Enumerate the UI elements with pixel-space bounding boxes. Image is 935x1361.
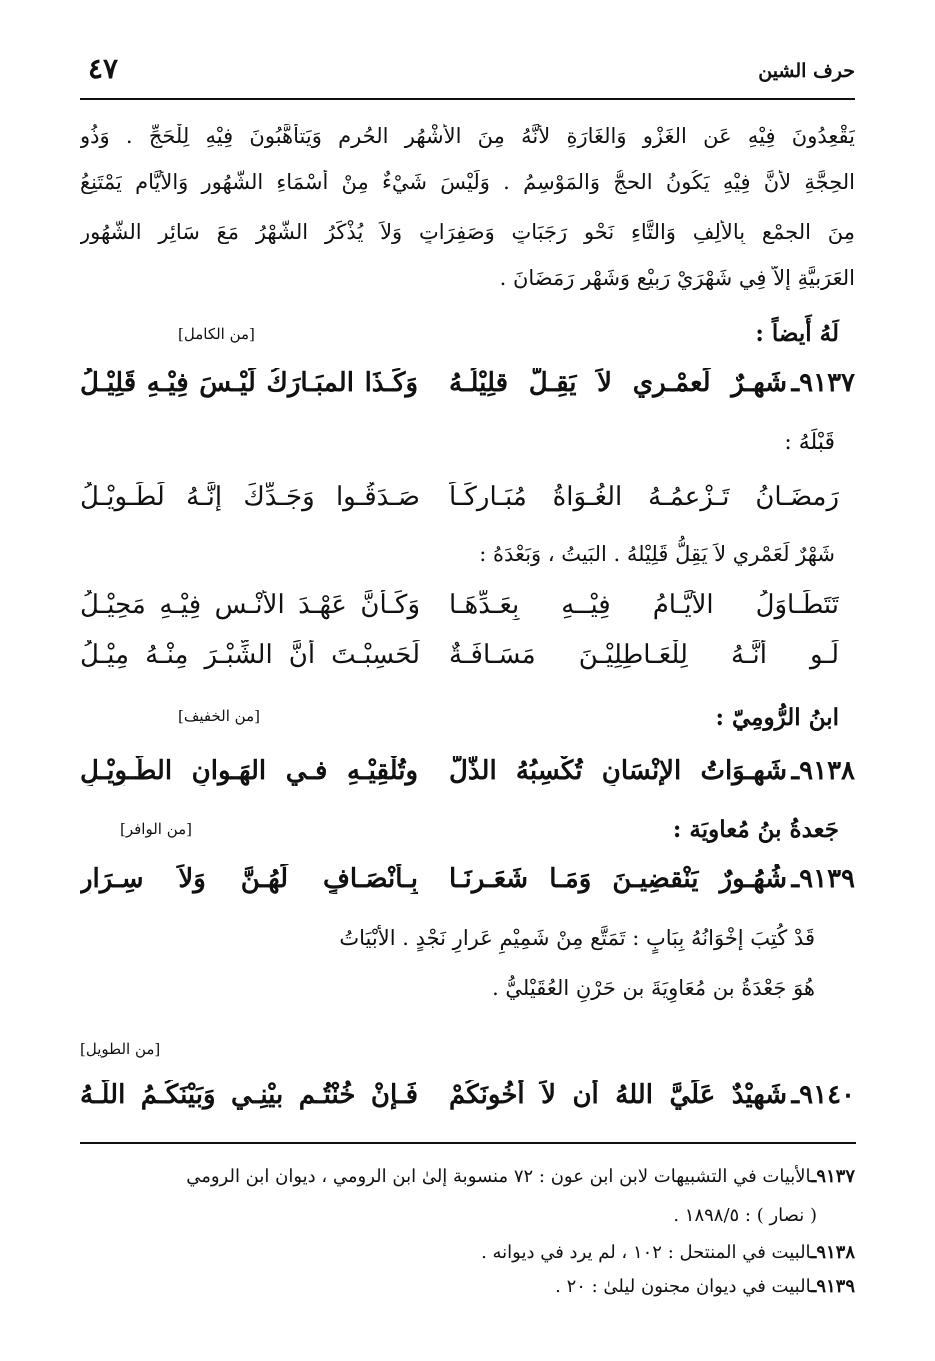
poet-heading: لَهُ أَيضاً : <box>755 320 839 347</box>
prose-line: يَقْعِدُونَ فِيْهِ عَنِ الغَزْوِ وَالغَارَةِ لأنَّهُ مِنَ الأشْهُرِ الحُرم وَيَتأهَّبُونَ فِيْهِ لِلْحَجِّ . وَذُو <box>80 124 855 148</box>
hemistich-first: شَهـوَاتُ الإنْسَانِ تُكْسِبُهُ الذُّلَّ <box>449 756 787 786</box>
hemistich-second: وتُلْقِيْـهِ فـي الهَـوانِ الطَّـوِيْـلِ <box>80 756 418 786</box>
hemistich-second: لَحَسِبْـتَ أنَّ الشِّبْـرَ مِنْـهُ مِيْـلُ <box>80 640 420 670</box>
hemistich-second: صَـدَقُـوا وَجَـدِّكَ إنَّـهُ لَطَـوِيْـلُ <box>80 482 420 512</box>
hemistich-first: تَتَطَـاوَلُ الأيَّـامُ فِيْــهِ بِعَـدِّهَـا <box>449 590 839 620</box>
verse-note: هُوَ جَعْدَةُ بن مُعَاوِيَةَ بن حَرْنِ العُقَيْليُّ . <box>492 976 815 1000</box>
footnote <box>481 1242 855 1263</box>
footnote <box>555 1276 855 1297</box>
qablahu-label: قَبْلَهُ : <box>784 430 835 455</box>
verse-number: ٩١٣٨ـ <box>791 756 855 786</box>
footnote-divider <box>80 1142 856 1144</box>
verse-number: ٩١٤٠ـ <box>791 1080 855 1110</box>
chapter-title: حرف الشين <box>758 60 855 82</box>
verse-number: ٩١٣٧ـ <box>791 368 855 398</box>
meter-label: [من الطويل] <box>80 1040 161 1058</box>
footnote-number: ٩١٣٩ـ <box>811 1276 855 1297</box>
meter-label: [من الكامل] <box>178 325 255 343</box>
poet-heading: ابنُ الرُّومِيّ : <box>715 704 839 731</box>
hemistich-first: شَهِيْدٌ عَلَيَّ اللهُ أَن لاَ أَخُونَكُمْ <box>449 1080 787 1110</box>
page-number: ٤٧ <box>88 52 119 85</box>
header-divider <box>80 98 855 100</box>
hemistich-first: رَمضَـانُ تَـزْعمُـهُ الغُـوَاةُ مُبَـارِكَـاً <box>449 482 839 512</box>
reference-line: شَهْرٌ لَعَمْري لاَ يَقِلُّ قَلِيْلهُ . البَيتُ ، وَبَعْدَهُ : <box>479 542 835 566</box>
hemistich-first: شُهُـورٌ يَنْقضِيـنَ وَمَـا شَعَـرنَـا <box>449 864 787 894</box>
verse-number: ٩١٣٩ـ <box>791 864 855 894</box>
footnote-text: الأبيات في التشبيهات لابن ابن عون : ٧٢ منسوبة إلىٰ ابن الرومي ، ديوان ابن الرومي <box>186 1166 812 1187</box>
prose-line: الحِجَّةِ لأنَّ فِيْهِ يَكُونُ الحجُّ وَالمَوْسِمُ . وَلَيْسَ شَيْءٌ مِنْ أَسْمَاءِ الشُّهُور وَالأيَّام يَمْتَنِعُ <box>80 170 855 194</box>
meter-label: [من الخفيف] <box>178 707 260 725</box>
footnote-continuation: ( نصار ) : ١٨٩٨/٥ . <box>673 1205 817 1226</box>
footnote <box>186 1166 855 1187</box>
hemistich-second: بِـأَنْصَـافٍ لَهُـنَّ وَلاَ سِـرَارِ <box>80 864 418 894</box>
footnote-text: البيت في المنتحل : ١٠٢ ، لم يرد في ديوانه . <box>481 1242 812 1263</box>
hemistich-first: شَهـرٌ لَعمْـرِي لاَ يَقِـلُّ قلِيْلُـهُ <box>449 368 787 398</box>
prose-line: العَرَبيَّةِ إلاَّ فِي شَهْرَيْ رَبِيْعٍ وَشَهْرِ رَمَضَانَ . <box>499 266 855 290</box>
hemistich-first: لَـو أنَّـهُ لِلْعَـاطِلِيْـنَ مَسَـافَـةٌ <box>449 640 839 670</box>
footnote-text: البيت في ديوان مجنون ليلىٰ : ٢٠ . <box>555 1276 812 1297</box>
footnote-number: ٩١٣٨ـ <box>811 1242 855 1263</box>
footnote-number: ٩١٣٧ـ <box>811 1166 855 1187</box>
verse-note: قَدْ كُتِبَ إخْوَانُهُ بِبَابٍ : تَمَتَّع مِنْ شَمِيْمِ عَرارِ نَجْدٍ . الأبْيَاتُ <box>339 926 815 950</box>
hemistich-second: وَكَـذَا المبَـارَكُ لَيْـسَ فِيْـهِ قَلِيْـلُ <box>80 368 418 398</box>
hemistich-second: فَـإنْ خُنْتُـم بيْنِـي وَبَيْنَكُـمُ اللّـهُ <box>80 1080 418 1110</box>
meter-label: [من الوافر] <box>120 820 193 838</box>
hemistich-second: وَكَـأنَّ عَهْـدَ الأُنْـسِ فِيْـهِ مَحِيْـلُ <box>80 590 420 620</box>
poet-heading: جَعدةُ بنُ مُعاويَة : <box>672 816 839 843</box>
prose-line: مِنَ الجمْعِ بِالألِفِ وَالتَّاءِ نَحْو رَجَبَاتٍ وَصَفِرَاتٍ وَلاَ يُذْكَرُ الشَّهْرُ مَعَ سَائِرِ الشُّهُور <box>80 220 855 244</box>
